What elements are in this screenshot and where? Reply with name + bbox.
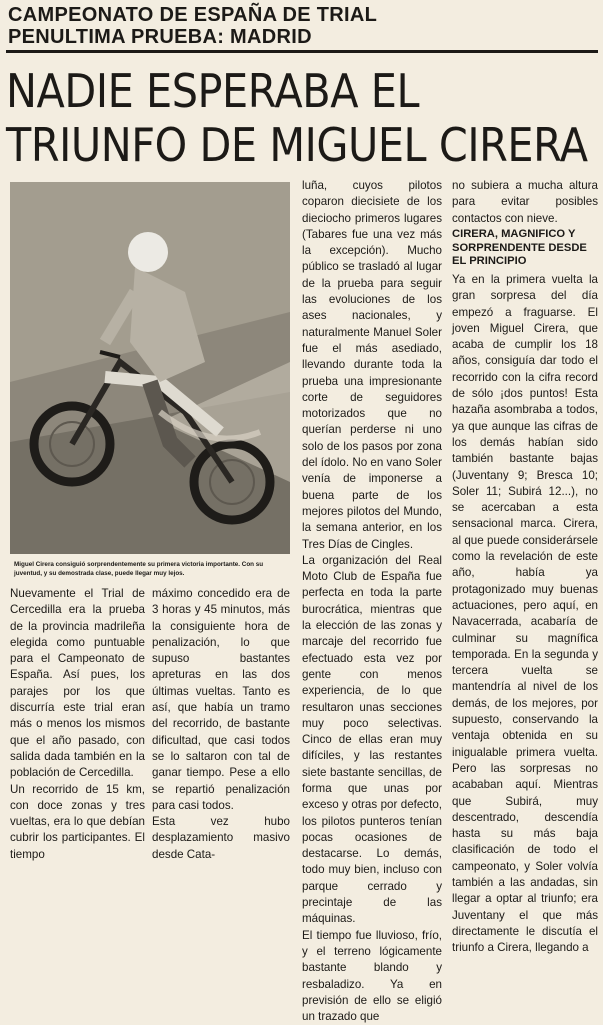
- headline: [6, 64, 588, 172]
- headline-line-1: NADIE ESPERABA EL: [6, 64, 420, 118]
- top-rule: [6, 50, 598, 53]
- photo-caption: Miguel Cirera consiguió sorprendentemente su primera victoria importante. Con su juventud, y su demostrada clase, puede llegar muy lejos.: [14, 561, 264, 577]
- kicker: [8, 4, 598, 48]
- article-photo: [10, 182, 290, 554]
- article-column-4: Ya en la primera vuelta la gran sorpresa del día empezó a fraguarse. El joven Miguel Cirera, que acaba de cumplir los 18 años, consiguía dar todo el recorrido con la cifra record de sólo ¡dos puntos! Esta hazaña asombraba a todos, ya que aunque las cifras de los demás habían sido también bastante bajas (Juventany 9; Bresca 10; Soler 11; Subirá 12...), no se acercaban a esta sensacional marca. Cirera, al que puede considerársele como la revelación de este año, había ya protagonizado muy buenas actuaciones, pero aquí, en Navacerrada, acabaría de culminar su magnífica temporada. En la segunda y tercera vuelta se mantendría al nivel de los demás, de los mejores, por supuesto, conservando la ventaja obtenida en su inigualable primera vuelta. Pero las sorpresas no acababan aquí. Mientras que Subirá, muy descentrado, descendía hasta su más baja clasificación de todo el campeonato, y Soler volvía también a las andadas, sin llegar a optar al triunfo; era Juventany el que más directamente le discutía el triunfo a Cirera, llegando a: [452, 273, 598, 955]
- rider-photo-illustration: [10, 182, 290, 554]
- kicker-line-2: PENULTIMA PRUEBA: MADRID: [8, 26, 312, 48]
- article-column-4-top: no subiera a mucha altura para evitar posibles contactos con nieve.: [452, 179, 598, 225]
- headline-line-2: TRIUNFO DE MIGUEL CIRERA: [6, 118, 588, 172]
- article-column-1: Nuevamente el Trial de Cercedilla era la prueba de la provincia madrileña elegida como puntuable para el Campeonato de España. Así pues, los parajes por los que discurría este trial eran más o menos los mismos que el año pasado, con salida dada también en la población de Cercedilla. Un recorrido de 15 km, con doce zonas y tres vueltas, era lo que debían cubrir los participantes. El tiempo: [10, 587, 145, 861]
- section-subheading: CIRERA, MAGNIFICO Y SORPRENDENTE DESDE EL PRINCIPIO: [452, 228, 587, 267]
- kicker-line-1: CAMPEONATO DE ESPAÑA DE TRIAL: [8, 4, 378, 26]
- article-column-3: luña, cuyos pilotos coparon diecisiete de los dieciocho primeros lugares (Tabares fue una vez más la excepción). Mucho público se trasladó al lugar de la prueba para seguir las evoluciones de los ases nacionales, y naturalmente Manuel Soler fue el más asediado, llevando durante toda la prueba una impresionante corte de seguidores motorizados que no querían perderse ni uno solo de los pasos por zona del ídolo. No en vano Soler venía de imponerse a buena parte de los mejores pilotos del Mundo, la semana anterior, en los Tres Días de Cingles. La organización del Real Moto Club de España fue perfecta en toda la parte burocrática, mientras que la elección de las zonas y marcaje del recorrido fue efectuado esta vez por gente con menos experiencia, de lo que resultaron unas secciones muy poco selectivas. Cinco de ellas eran muy difíciles, y las restantes siete bastante sencillas, de forma que unas por exceso y otras por defecto, los pilotos punteros tenían pocas ocasiones de destacarse. Lo demás, todo muy bien, incluso con parque cerrado y precintaje de las máquinas. El tiempo fue lluvioso, frío, y el terreno lógicamente bastante blando y resbaladizo. Ya en previsión de ello se eligió un trazado que: [302, 179, 442, 1024]
- article-column-2: máximo concedido era de 3 horas y 45 minutos, más la consiguiente hora de penalización, lo que supuso bastantes apreturas en las dos últimas vueltas. Tanto es así, que había un tramo del recorrido, de bastante dificultad, que casi todos se lo saltaron con tal de ganar tiempo. Pese a ello se repartió penalización para casi todos. Esta vez hubo desplazamiento masivo desde Cata-: [152, 587, 290, 861]
